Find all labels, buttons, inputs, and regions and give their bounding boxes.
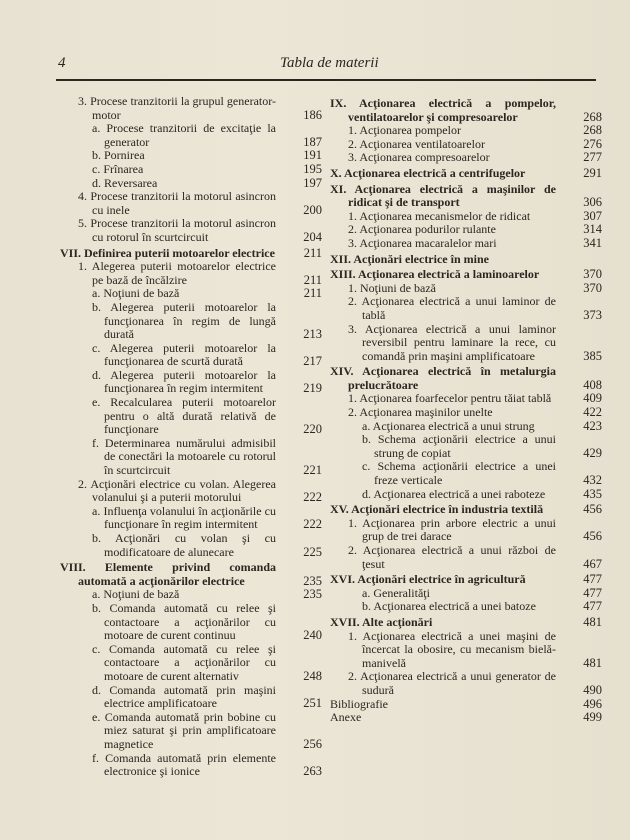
toc-entry bbox=[330, 670, 602, 697]
toc-entry-title: 1. Acţionarea mecanismelor de ridicat bbox=[348, 208, 531, 223]
toc-entry-title: 2. Acţionarea electrică a unui laminor de tablă bbox=[348, 294, 556, 322]
toc-entry bbox=[330, 433, 602, 460]
toc-entry bbox=[330, 323, 602, 364]
toc-entry-page: 276 bbox=[583, 136, 602, 151]
toc-entry-title: XVII. Alte acţionări bbox=[330, 614, 433, 629]
toc-entry bbox=[60, 217, 322, 244]
toc-entry-page: 213 bbox=[303, 327, 322, 342]
toc-entry-title: a. Noţiuni de bază bbox=[92, 587, 180, 602]
toc-entry-page: 235 bbox=[303, 587, 322, 602]
toc-entry-title: 2. Acţionarea podurilor rulante bbox=[348, 222, 496, 237]
toc-entry bbox=[330, 237, 602, 251]
toc-entry-page: 222 bbox=[303, 517, 322, 532]
toc-entry-title: b. Comanda automată cu relee şi contactoare a acţionărilor cu motoare de curent continuu bbox=[92, 600, 276, 643]
toc-entry-page: 408 bbox=[583, 377, 602, 392]
toc-entry-title: 3. Acţionarea electrică a unui laminor reversibil pentru laminare la rece, cu comandă prin maşini amplificatoare bbox=[348, 321, 556, 363]
toc-entry bbox=[60, 437, 322, 478]
toc-entry-page: 385 bbox=[583, 348, 602, 363]
toc-entry-title: XII. Acţionări electrice în mine bbox=[330, 251, 489, 266]
toc-entry-page: 477 bbox=[583, 585, 602, 600]
toc-chapter-entry bbox=[330, 253, 602, 267]
toc-entry-page: 251 bbox=[303, 696, 322, 711]
toc-entry-page: 211 bbox=[303, 286, 322, 301]
toc-entry bbox=[330, 460, 602, 487]
toc-entry-title: c. Schema acţionării electrice a unei freze verticale bbox=[362, 459, 556, 488]
toc-entry bbox=[330, 282, 602, 296]
toc-entry-page: 477 bbox=[583, 572, 602, 587]
toc-entry bbox=[60, 643, 322, 684]
toc-entry-page: 268 bbox=[583, 123, 602, 138]
toc-entry-page: 268 bbox=[583, 109, 602, 124]
toc-entry-title: XVI. Acţionări electrice în agricultură bbox=[330, 572, 526, 587]
toc-column-right bbox=[330, 95, 602, 725]
toc-entry bbox=[330, 711, 602, 725]
toc-entry-title: 1. Alegerea puterii motoarelor electrice pe bază de încălzire bbox=[78, 259, 276, 287]
toc-entry-page: 306 bbox=[583, 195, 602, 210]
toc-entry-page: 409 bbox=[583, 391, 602, 406]
toc-entry-page: 291 bbox=[583, 165, 602, 180]
toc-entry bbox=[330, 151, 602, 165]
toc-entry-title: a. Generalităţi bbox=[362, 585, 430, 600]
toc-entry-title: a. Noţiuni de bază bbox=[92, 286, 180, 301]
toc-entry-title: 1. Acţionarea pompelor bbox=[348, 123, 461, 138]
toc-entry bbox=[60, 684, 322, 711]
toc-entry bbox=[330, 517, 602, 544]
toc-entry bbox=[330, 295, 602, 322]
toc-entry-page: 370 bbox=[583, 280, 602, 295]
toc-entry bbox=[60, 711, 322, 752]
toc-entry bbox=[60, 301, 322, 342]
toc-entry bbox=[60, 122, 322, 149]
toc-entry-page: 307 bbox=[583, 208, 602, 223]
toc-entry-page: 432 bbox=[583, 473, 602, 488]
toc-entry-page: 456 bbox=[583, 502, 602, 517]
toc-entry-title: 1. Noţiuni de bază bbox=[348, 280, 436, 295]
toc-entry-page: 221 bbox=[303, 463, 322, 478]
toc-entry-title: e. Comanda automată prin bobine cu miez saturat şi prin amplificatoare magnetice bbox=[92, 709, 276, 751]
toc-entry-page: 477 bbox=[583, 599, 602, 614]
toc-entry-title: c. Frînarea bbox=[92, 161, 144, 176]
toc-entry-title: a. Acţionarea electrică a unui strung bbox=[362, 418, 535, 433]
toc-entry-title: c. Alegerea puterii motoarelor la funcţionarea de scurtă durată bbox=[92, 340, 276, 369]
toc-entry-page: 429 bbox=[583, 445, 602, 460]
toc-entry-title: XV. Acţionări electrice în industria textilă bbox=[330, 502, 544, 517]
toc-entry-page: 467 bbox=[583, 556, 602, 571]
toc-entry-page: 195 bbox=[303, 161, 322, 176]
toc-entry bbox=[60, 369, 322, 396]
toc-entry-title: d. Acţionarea electrică a unei raboteze bbox=[362, 486, 546, 501]
toc-entry-page: 490 bbox=[583, 682, 602, 697]
toc-entry-page: 248 bbox=[303, 668, 322, 683]
toc-entry-title: 3. Procese tranzitorii la grupul generator-motor bbox=[78, 94, 276, 122]
toc-entry-title: 1. Acţionarea electrică a unei maşini de încercat la obosire, cu mecanism bielă-manivelă bbox=[348, 628, 556, 670]
toc-entry-title: VIII. Elemente privind comanda automată a acţionărilor electrice bbox=[60, 560, 276, 588]
toc-entry bbox=[330, 406, 602, 420]
toc-entry-page: 235 bbox=[303, 573, 322, 588]
toc-entry bbox=[330, 392, 602, 406]
toc-entry-page: 222 bbox=[303, 490, 322, 505]
toc-entry bbox=[330, 420, 602, 434]
toc-entry bbox=[330, 210, 602, 224]
toc-entry bbox=[60, 478, 322, 505]
toc-chapter-entry bbox=[330, 365, 602, 392]
toc-entry bbox=[60, 163, 322, 177]
toc-entry bbox=[60, 190, 322, 217]
toc-entry bbox=[330, 544, 602, 571]
toc-entry bbox=[330, 223, 602, 237]
toc-entry bbox=[60, 287, 322, 301]
toc-entry-title: a. Procese tranzitorii de excitaţie la generator bbox=[92, 121, 276, 149]
toc-entry-title: XI. Acţionarea electrică a maşinilor de ridicat şi de transport bbox=[330, 181, 556, 210]
toc-entry-title: d. Comanda automată prin maşini electrice amplificatoare bbox=[92, 682, 276, 711]
toc-entry-title: 2. Acţionări electrice cu volan. Alegerea volanului şi a puterii motorului bbox=[78, 476, 276, 505]
toc-entry-title: 1. Acţionarea prin arbore electric a unui grup de trei darace bbox=[348, 515, 556, 544]
toc-entry-title: b. Acţionarea electrică a unei batoze bbox=[362, 599, 536, 614]
page-number: 4 bbox=[58, 55, 66, 71]
toc-entry-page: 341 bbox=[583, 235, 602, 250]
toc-entry-title: c. Comanda automată cu relee şi contactoare a acţionărilor cu motoare de curent alternativ bbox=[92, 641, 276, 683]
toc-chapter-entry bbox=[330, 616, 602, 630]
toc-entry-page: 496 bbox=[583, 696, 602, 711]
toc-entry bbox=[60, 588, 322, 602]
toc-entry-title: VII. Definirea puterii motoarelor electrice bbox=[60, 245, 275, 260]
toc-entry-page: 481 bbox=[583, 614, 602, 629]
toc-entry-title: f. Determinarea numărului admisibil de conectări la motoarele cu rotorul în scurtcircuit bbox=[92, 435, 276, 478]
toc-entry-page: 211 bbox=[303, 272, 322, 287]
toc-entry-title: b. Pornirea bbox=[92, 148, 145, 163]
toc-entry-page: 277 bbox=[583, 150, 602, 165]
toc-entry-title: 3. Acţionarea macaralelor mari bbox=[348, 235, 497, 250]
running-head-title: Tabla de materii bbox=[280, 55, 379, 71]
toc-chapter-entry bbox=[330, 573, 602, 587]
toc-entry-title: XIV. Acţionarea electrică în metalurgia prelucrătoare bbox=[330, 364, 556, 392]
toc-entry-title: XIII. Acţionarea electrică a laminoarelor bbox=[330, 267, 540, 282]
toc-entry-page: 435 bbox=[583, 486, 602, 501]
toc-entry-page: 373 bbox=[583, 307, 602, 322]
toc-entry-page: 423 bbox=[583, 418, 602, 433]
toc-entry-title: 2. Acţionarea electrică a unui război de ţesut bbox=[348, 543, 556, 571]
toc-entry-title: 4. Procese tranzitorii la motorul asincron cu inele bbox=[78, 189, 276, 217]
toc-entry bbox=[330, 124, 602, 138]
toc-entry-title: d. Alegerea puterii motoarelor la funcţionarea în regim intermitent bbox=[92, 367, 276, 396]
toc-entry-page: 225 bbox=[303, 544, 322, 559]
toc-entry-page: 200 bbox=[303, 202, 322, 217]
toc-entry-title: a. Influenţa volanului în acţionările cu funcţionare în regim intermitent bbox=[92, 503, 276, 532]
toc-entry-title: 3. Acţionarea compresoarelor bbox=[348, 150, 490, 165]
toc-entry bbox=[60, 149, 322, 163]
toc-entry bbox=[60, 396, 322, 437]
toc-entry-page: 481 bbox=[583, 655, 602, 670]
toc-entry bbox=[60, 602, 322, 643]
toc-entry bbox=[330, 630, 602, 671]
header-rule bbox=[56, 79, 596, 81]
toc-entry-page: 456 bbox=[583, 529, 602, 544]
toc-entry-page: 197 bbox=[303, 175, 322, 190]
toc-entry-title: b. Schema acţionării electrice a unui strung de copiat bbox=[362, 432, 556, 460]
toc-column-left bbox=[60, 95, 322, 779]
toc-entry-title: 2. Acţionarea ventilatoarelor bbox=[348, 136, 485, 151]
toc-entry-page: 370 bbox=[583, 267, 602, 282]
toc-entry-title: 2. Acţionarea electrică a unui generator de sudură bbox=[348, 669, 556, 697]
toc-entry-title: b. Acţionări cu volan şi cu modificatoare de alunecare bbox=[92, 531, 276, 559]
toc-chapter-entry bbox=[60, 561, 322, 588]
toc-chapter-entry bbox=[60, 247, 322, 261]
toc-entry-page: 263 bbox=[303, 764, 322, 779]
toc-entry bbox=[60, 177, 322, 191]
toc-entry-title: X. Acţionarea electrică a centrifugelor bbox=[330, 165, 526, 180]
toc-chapter-entry bbox=[330, 503, 602, 517]
toc-chapter-entry bbox=[330, 268, 602, 282]
toc-entry-page: 187 bbox=[303, 134, 322, 149]
toc-entry bbox=[60, 95, 322, 122]
toc-entry bbox=[60, 532, 322, 559]
toc-entry-page: 186 bbox=[303, 107, 322, 122]
toc-entry-page: 211 bbox=[303, 245, 322, 260]
toc-entry-page: 219 bbox=[303, 381, 322, 396]
toc-entry-page: 422 bbox=[583, 405, 602, 420]
toc-entry-title: e. Recalcularea puterii motoarelor pentru o altă durată relativă de funcţionare bbox=[92, 395, 276, 437]
toc-entry bbox=[60, 752, 322, 779]
toc-entry bbox=[330, 488, 602, 502]
toc-entry-title: d. Reversarea bbox=[92, 175, 158, 190]
toc-entry-title: 1. Acţionarea foarfecelor pentru tăiat tablă bbox=[348, 391, 552, 406]
toc-chapter-entry bbox=[330, 167, 602, 181]
toc-entry-page: 240 bbox=[303, 628, 322, 643]
toc-entry-page: 499 bbox=[583, 710, 602, 725]
toc-chapter-entry bbox=[330, 97, 602, 124]
toc-entry bbox=[330, 587, 602, 601]
toc-entry-title: 5. Procese tranzitorii la motorul asincron cu rotorul în scurtcircuit bbox=[78, 216, 276, 244]
toc-entry-title: 2. Acţionarea maşinilor unelte bbox=[348, 405, 493, 420]
toc-entry-title: b. Alegerea puterii motoarelor la funcţionarea în regim de lungă durată bbox=[92, 299, 276, 342]
toc-entry-page: 217 bbox=[303, 354, 322, 369]
toc-entry bbox=[60, 342, 322, 369]
toc-entry-title: f. Comanda automată prin elemente electronice şi ionice bbox=[92, 750, 276, 779]
toc-entry-page: 191 bbox=[303, 148, 322, 163]
toc-entry bbox=[60, 260, 322, 287]
toc-entry-page: 256 bbox=[303, 736, 322, 751]
toc-chapter-entry bbox=[330, 183, 602, 210]
toc-entry-page: 220 bbox=[303, 422, 322, 437]
toc-entry bbox=[330, 600, 602, 614]
toc-entry bbox=[330, 138, 602, 152]
toc-entry-title: Anexe bbox=[330, 710, 362, 725]
toc-entry-title: IX. Acţionarea electrică a pompelor, ventilatoarelor şi compresoarelor bbox=[330, 96, 556, 124]
toc-entry-page: 204 bbox=[303, 229, 322, 244]
toc-entry bbox=[60, 505, 322, 532]
toc-entry-title: Bibliografie bbox=[330, 696, 388, 711]
toc-entry bbox=[330, 698, 602, 712]
toc-entry-page: 314 bbox=[583, 222, 602, 237]
